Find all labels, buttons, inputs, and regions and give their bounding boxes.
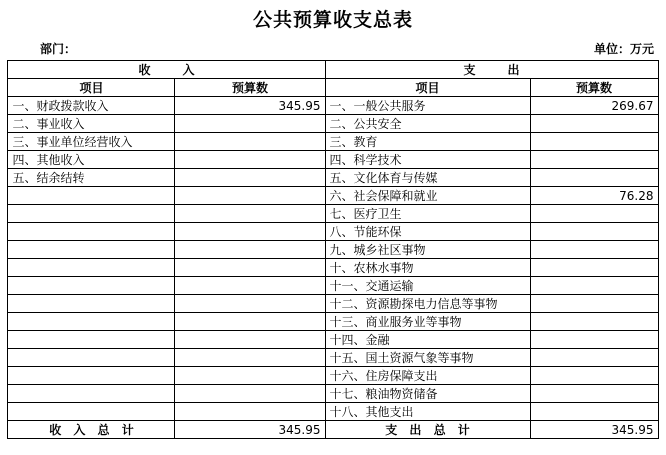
income-item bbox=[8, 403, 175, 421]
income-budget bbox=[175, 313, 325, 331]
expense-budget bbox=[530, 367, 658, 385]
table-row bbox=[8, 115, 658, 133]
expense-item: 十七、粮油物资储备 bbox=[325, 385, 530, 403]
income-item: 一、财政拨款收入 bbox=[8, 97, 175, 115]
table-row bbox=[8, 385, 658, 403]
expense-item: 十、农林水事物 bbox=[325, 259, 530, 277]
expense-budget bbox=[530, 313, 658, 331]
expense-item: 二、公共安全 bbox=[325, 115, 530, 133]
income-item: 五、结余结转 bbox=[8, 169, 175, 187]
expense-budget bbox=[530, 151, 658, 169]
expense-item: 一、一般公共服务 bbox=[325, 97, 530, 115]
column-header-income-budget: 预算数 bbox=[175, 79, 325, 97]
expense-budget bbox=[530, 133, 658, 151]
table-row bbox=[8, 169, 658, 187]
expense-budget: 76.28 bbox=[530, 187, 658, 205]
group-header-row bbox=[8, 61, 658, 79]
income-item bbox=[8, 313, 175, 331]
group-header-expense: 支 出 bbox=[325, 61, 658, 79]
table-row bbox=[8, 295, 658, 313]
table-row bbox=[8, 403, 658, 421]
expense-item: 十八、其他支出 bbox=[325, 403, 530, 421]
expense-item: 十六、住房保障支出 bbox=[325, 367, 530, 385]
table-row bbox=[8, 313, 658, 331]
income-budget bbox=[175, 277, 325, 295]
expense-item: 五、文化体育与传媒 bbox=[325, 169, 530, 187]
income-budget bbox=[175, 259, 325, 277]
income-budget bbox=[175, 169, 325, 187]
column-header-row bbox=[8, 79, 658, 97]
table-row bbox=[8, 367, 658, 385]
expense-total-label: 支 出 总 计 bbox=[325, 421, 530, 439]
table-row bbox=[8, 331, 658, 349]
table-row bbox=[8, 241, 658, 259]
department-label: 部门： bbox=[40, 42, 77, 56]
income-budget bbox=[175, 205, 325, 223]
income-budget bbox=[175, 403, 325, 421]
expense-budget bbox=[530, 115, 658, 133]
expense-budget bbox=[530, 241, 658, 259]
expense-item: 十三、商业服务业等事物 bbox=[325, 313, 530, 331]
expense-budget bbox=[530, 349, 658, 367]
expense-budget bbox=[530, 277, 658, 295]
expense-budget bbox=[530, 205, 658, 223]
income-budget bbox=[175, 223, 325, 241]
expense-item: 七、医疗卫生 bbox=[325, 205, 530, 223]
expense-item: 三、教育 bbox=[325, 133, 530, 151]
totals-row bbox=[8, 421, 658, 439]
table-row bbox=[8, 187, 658, 205]
column-header-income-item: 项目 bbox=[8, 79, 175, 97]
page-title: 公共预算收支总表 bbox=[252, 9, 413, 31]
expense-budget bbox=[530, 403, 658, 421]
table-row bbox=[8, 151, 658, 169]
budget-table bbox=[7, 60, 658, 439]
column-header-expense-budget: 预算数 bbox=[530, 79, 658, 97]
income-item: 三、事业单位经营收入 bbox=[8, 133, 175, 151]
expense-item: 四、科学技术 bbox=[325, 151, 530, 169]
income-budget bbox=[175, 331, 325, 349]
income-budget: 345.95 bbox=[175, 97, 325, 115]
expense-budget bbox=[530, 169, 658, 187]
table-row bbox=[8, 133, 658, 151]
group-header-income: 收 入 bbox=[8, 61, 325, 79]
expense-budget bbox=[530, 259, 658, 277]
expense-item: 八、节能环保 bbox=[325, 223, 530, 241]
expense-budget: 269.67 bbox=[530, 97, 658, 115]
income-budget bbox=[175, 385, 325, 403]
income-item bbox=[8, 223, 175, 241]
income-budget bbox=[175, 151, 325, 169]
income-item bbox=[8, 367, 175, 385]
income-item: 四、其他收入 bbox=[8, 151, 175, 169]
income-item bbox=[8, 259, 175, 277]
expense-item: 六、社会保障和就业 bbox=[325, 187, 530, 205]
income-budget bbox=[175, 349, 325, 367]
table-row bbox=[8, 259, 658, 277]
expense-item: 九、城乡社区事物 bbox=[325, 241, 530, 259]
expense-budget bbox=[530, 223, 658, 241]
income-budget bbox=[175, 241, 325, 259]
column-header-expense-item: 项目 bbox=[325, 79, 530, 97]
income-budget bbox=[175, 133, 325, 151]
unit-label: 单位：万元 bbox=[593, 42, 654, 56]
income-budget bbox=[175, 187, 325, 205]
expense-total-value: 345.95 bbox=[530, 421, 658, 439]
income-item bbox=[8, 385, 175, 403]
expense-item: 十五、国土资源气象等事物 bbox=[325, 349, 530, 367]
income-item bbox=[8, 295, 175, 313]
income-item bbox=[8, 205, 175, 223]
income-item bbox=[8, 349, 175, 367]
table-row bbox=[8, 277, 658, 295]
table-row bbox=[8, 349, 658, 367]
income-item bbox=[8, 277, 175, 295]
meta-row bbox=[0, 36, 666, 60]
table-row bbox=[8, 205, 658, 223]
income-total-label: 收 入 总 计 bbox=[8, 421, 175, 439]
expense-budget bbox=[530, 331, 658, 349]
income-item bbox=[8, 241, 175, 259]
table-row bbox=[8, 97, 658, 115]
expense-budget bbox=[530, 385, 658, 403]
table-row bbox=[8, 223, 658, 241]
expense-item: 十一、交通运输 bbox=[325, 277, 530, 295]
income-budget bbox=[175, 367, 325, 385]
expense-item: 十四、金融 bbox=[325, 331, 530, 349]
income-item bbox=[8, 187, 175, 205]
income-item: 二、事业收入 bbox=[8, 115, 175, 133]
income-budget bbox=[175, 295, 325, 313]
expense-budget bbox=[530, 295, 658, 313]
income-total-value: 345.95 bbox=[175, 421, 325, 439]
income-item bbox=[8, 331, 175, 349]
expense-item: 十二、资源勘探电力信息等事物 bbox=[325, 295, 530, 313]
income-budget bbox=[175, 115, 325, 133]
